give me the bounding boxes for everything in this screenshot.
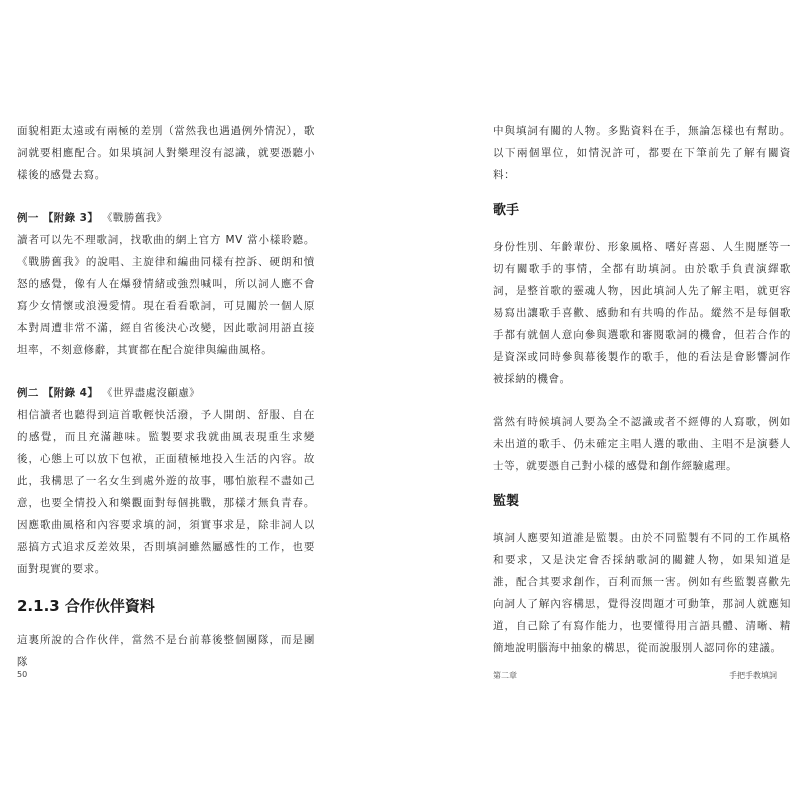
- singer-paragraph-1: 身份性別、年齡輩份、形象風格、嗜好喜惡、人生閱歷等一切有關歌手的事情，全都有助填詞。由於歌手負責演繹歌詞，是整首歌的靈魂人物，因此填詞人先了解主唱，就更容易寫出讓歌手喜歡、感動和有共鳴的作品。縱然不是每個歌手都有就個人意向參與選歌和審閱歌詞的機會，但若合作的是資深或同時參與幕後製作的歌手，他的看法是會影響詞作被採納的機會。: [493, 241, 791, 385]
- intro-paragraph: 面貌相距太遠或有兩極的差別（當然我也遇過例外情況），歌詞就要相應配合。如果填詞人對樂理沒有認識，就要憑聽小樣後的感覺去寫。: [17, 125, 315, 181]
- producer-heading: 監製: [493, 494, 520, 509]
- section-first-line: 這裏所說的合作伙伴，當然不是台前幕後整個團隊，而是團隊: [17, 634, 315, 668]
- page-number: 50: [17, 670, 28, 679]
- right-column: [493, 120, 791, 659]
- example-1-heading: [17, 207, 315, 229]
- example-1-body: 讀者可以先不理歌詞，找歌曲的網上官方 MV 當小樣聆聽。《戰勝舊我》的說唱、主旋律和編曲同樣有控訴、硬朗和憤怒的感覺，像有人在爆發情緒或強烈喊叫，所以詞人應不會寫少女情懷或浪漫愛情。現在看看歌詞，可見關於一個人原本對周遭非常不滿，經自省後決心改變，因此歌詞用語直接坦率，不刻意修辭，其實都在配合旋律與編曲風格。: [17, 234, 315, 356]
- right-page: [400, 0, 800, 800]
- producer-paragraph: 填詞人應要知道誰是監製。由於不同監製有不同的工作風格和要求，又是決定會否採納歌詞的關鍵人物，如果知道是誰，配合其要求創作，百利而無一害。例如有些監製喜歡先向詞人了解內容構思，覺得沒問題才可動筆，那詞人就應知道，自己除了有寫作能力，也要懂得用言語具體、清晰、精簡地說明腦海中抽象的構思，從而說服別人認同你的建議。: [493, 532, 791, 654]
- continuation-paragraph: 中與填詞有關的人物。多點資料在手，無論怎樣也有幫助。以下兩個單位，如情況許可，都要在下筆前先了解有關資料：: [493, 125, 791, 181]
- example-2-body: 相信讀者也聽得到這首歌輕快活潑，予人開朗、舒服、自在的感覺，而且充滿趣味。監製要求我就曲風表現重生求變後，心態上可以放下包袱，正面積極地投入生活的內容。故此，我構思了一名女生到處外遊的故事，哪怕旅程不盡如己意，也要全情投入和樂觀面對每個挑戰，那樣才無負青春。因應歌曲風格和內容要求填的詞，須實事求是，除非詞人以惡搞方式追求反差效果，否則填詞雖然屬感性的工作，也要面對現實的要求。: [17, 409, 315, 575]
- book-title: 手把手教填詞: [729, 671, 777, 680]
- example-2-heading: [17, 382, 315, 404]
- example-2-label: 例二 【附錄 4】: [17, 387, 99, 399]
- singer-paragraph-2: 當然有時候填詞人要為全不認識或者不經傳的人寫歌，例如未出道的歌手、仍未確定主唱人選的歌曲、主唱不是演藝人士等，就要憑自己對小樣的感覺和創作經驗處理。: [493, 416, 791, 472]
- example-1-label: 例一 【附錄 3】: [17, 212, 99, 224]
- chapter-label: 第二章: [493, 671, 517, 680]
- example-1-title: 《戰勝舊我》: [101, 212, 168, 224]
- example-2-title: 《世界盡處沒顧慮》: [101, 387, 201, 399]
- section-heading: 2.1.3 合作伙伴資料: [17, 597, 155, 615]
- left-column: [17, 120, 315, 673]
- singer-heading: 歌手: [493, 203, 520, 218]
